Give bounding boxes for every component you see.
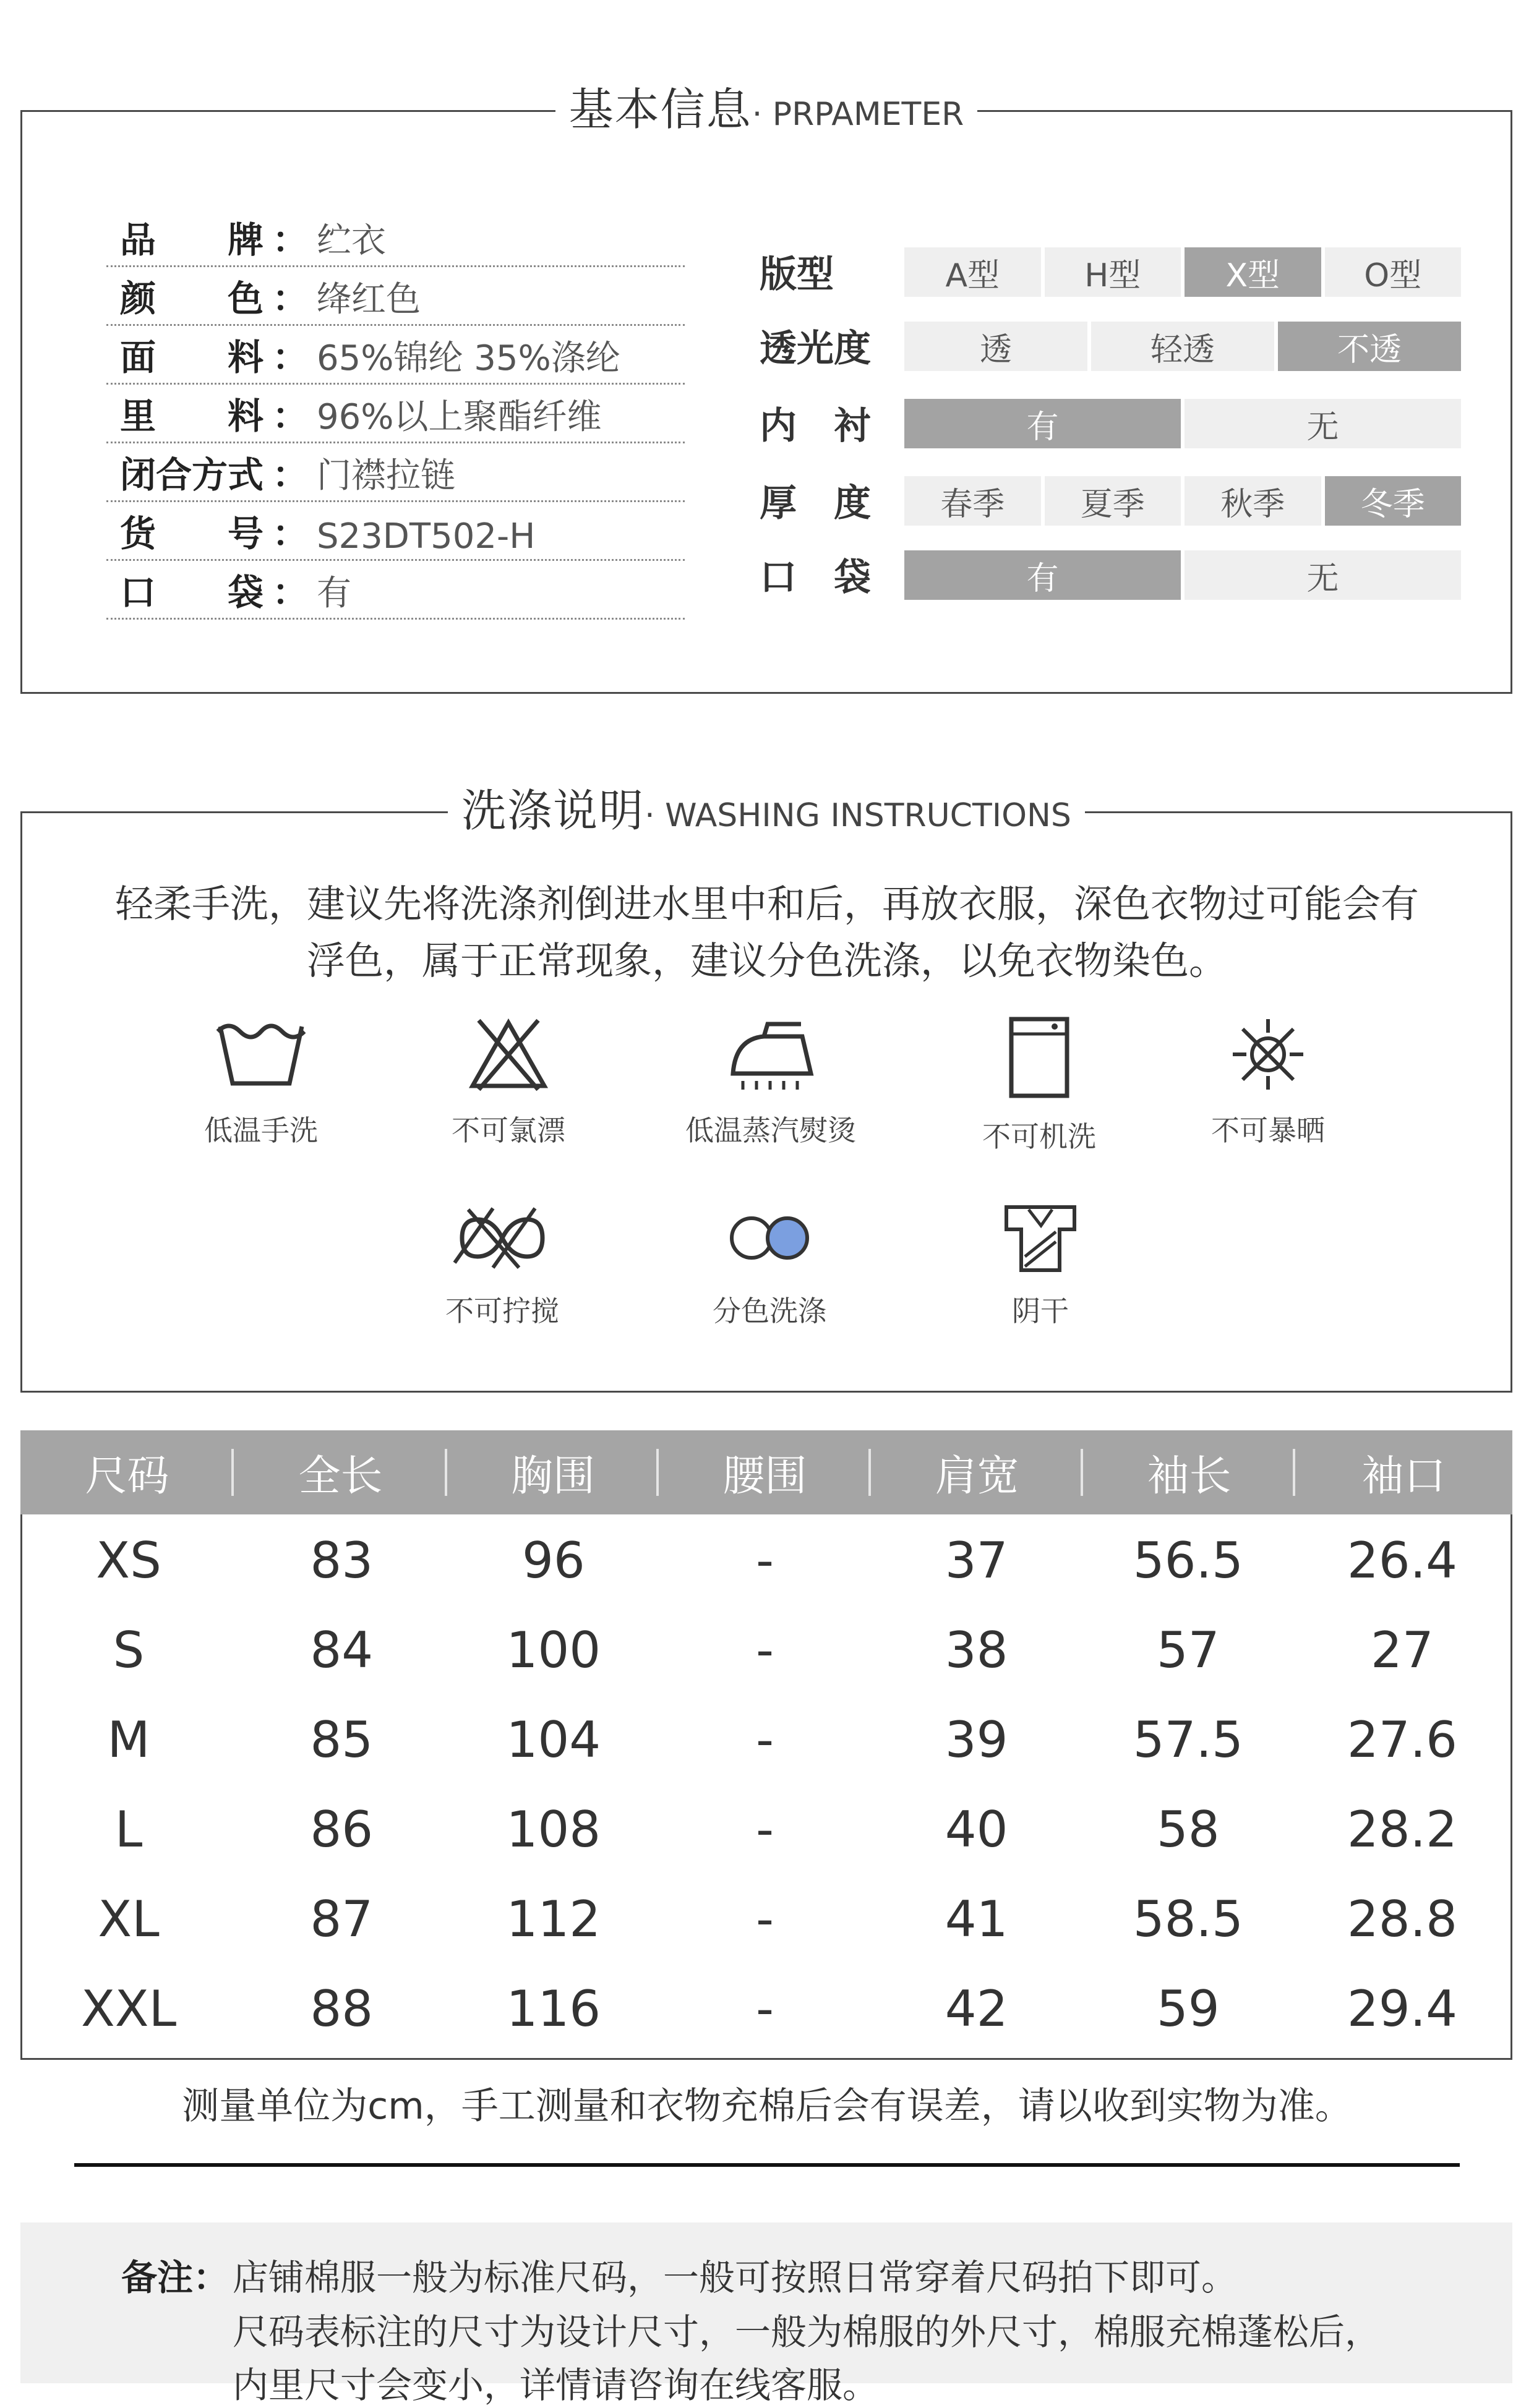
table-cell: 28.8 (1347, 1890, 1457, 1948)
attribute-option: 透 (904, 322, 1087, 371)
wash-symbol-shade-dry: 阴干 (911, 1201, 1170, 1330)
column-header-label: 袖口 (1361, 1451, 1446, 1501)
table-row (22, 1605, 1510, 1695)
table-cell: 37 (945, 1532, 1008, 1589)
table-cell: - (756, 1532, 774, 1589)
table-cell: 58 (1156, 1801, 1220, 1858)
table-cell: 39 (945, 1711, 1008, 1769)
washing-description: 轻柔手洗，建议先将洗涤剂倒进水里中和后，再放衣服，深色衣物过可能会有 浮色，属于正常现象，建议分色洗涤，以免衣物染色。 (114, 881, 1419, 983)
param-value: 96%以上聚酯纤维 (317, 397, 602, 437)
attribute-option: 冬季 (1325, 476, 1462, 526)
attribute-label: 内 衬 (760, 404, 871, 448)
table-cell: XL (98, 1890, 160, 1948)
attribute-label: 透光度 (760, 327, 871, 370)
column-header-label: 腰围 (722, 1451, 807, 1501)
table-cell: 96 (521, 1532, 585, 1589)
attribute-option: 有 (904, 550, 1181, 600)
table-cell: 108 (506, 1801, 601, 1858)
attribute-option: 轻透 (1091, 322, 1274, 371)
column-header (20, 1430, 234, 1514)
attribute-label: 口 袋 (760, 556, 871, 599)
remark-line-2: 尺码表标注的尺寸为设计尺寸，一般为棉服的外尺寸，棉服充棉蓬松后， (233, 2311, 1381, 2353)
table-cell: 58.5 (1133, 1890, 1243, 1948)
attribute-options (904, 399, 1461, 448)
param-value: 有 (317, 573, 351, 613)
table-cell: 57 (1156, 1621, 1220, 1679)
table-row (22, 1695, 1510, 1785)
table-cell: 86 (310, 1801, 374, 1858)
table-cell: 116 (506, 1980, 601, 2038)
separate-colors-icon (723, 1201, 816, 1275)
column-header (447, 1430, 659, 1514)
table-cell: 40 (945, 1801, 1008, 1858)
param-row (106, 210, 685, 267)
param-colon: ： (272, 513, 309, 555)
attribute-option: 无 (1185, 550, 1461, 600)
wash-symbol-separate-colors: 分色洗涤 (640, 1201, 899, 1330)
table-cell: 29.4 (1347, 1980, 1457, 2038)
param-row (106, 445, 685, 502)
remark-line-3: 内里尺寸会变小，详情请咨询在线客服。 (233, 2364, 879, 2406)
param-label: 面 料 (120, 336, 264, 378)
table-cell: 87 (310, 1890, 374, 1948)
column-header-label: 尺码 (85, 1451, 169, 1501)
wash-symbol-no-wring: 不可拧搅 (372, 1201, 632, 1330)
attribute-option: H型 (1045, 247, 1181, 297)
column-header (1083, 1430, 1295, 1514)
param-label: 闭合方式 (120, 454, 264, 496)
attribute-options (904, 247, 1461, 297)
param-label: 口 袋 (120, 571, 264, 613)
washing-title: 洗涤说明· WASHING INSTRUCTIONS (22, 781, 1510, 840)
param-label: 里 料 (120, 395, 264, 437)
param-colon: ： (272, 336, 309, 378)
table-cell: 26.4 (1347, 1532, 1457, 1589)
attribute-option: 无 (1185, 399, 1461, 448)
remark-label: 备注： (121, 2256, 229, 2299)
no-bleach-icon (465, 1014, 552, 1095)
table-cell: XXL (80, 1980, 177, 2038)
table-cell: L (114, 1801, 143, 1858)
table-cell: 100 (506, 1621, 601, 1679)
table-cell: 83 (310, 1532, 374, 1589)
table-cell: - (756, 1621, 774, 1679)
wash-symbol-no-bleach: 不可氯漂 (379, 1014, 638, 1149)
wash-symbol-hand-wash: 低温手洗 (131, 1014, 391, 1149)
param-value: 纻衣 (317, 221, 386, 261)
no-machine-wash-icon (1005, 1014, 1073, 1101)
wash-symbol-no-machine-wash: 不可机洗 (909, 1014, 1169, 1155)
column-header (1295, 1430, 1512, 1514)
table-cell: 104 (506, 1711, 601, 1769)
attribute-option: O型 (1325, 247, 1462, 297)
attribute-option: 夏季 (1045, 476, 1181, 526)
iron-icon (724, 1014, 817, 1095)
column-header-label: 全长 (298, 1451, 383, 1501)
table-cell: 41 (945, 1890, 1008, 1948)
param-colon: ： (272, 278, 309, 320)
table-cell: 38 (945, 1621, 1008, 1679)
table-cell: 59 (1156, 1980, 1220, 2038)
param-value: 绛红色 (317, 280, 421, 320)
size-table-header (20, 1430, 1512, 1514)
table-row (22, 1874, 1510, 1964)
table-cell: M (107, 1711, 150, 1769)
param-colon: ： (272, 395, 309, 437)
param-value: 门襟拉链 (317, 456, 455, 496)
attribute-option: 不透 (1278, 322, 1461, 371)
column-header (659, 1430, 871, 1514)
attribute-options (904, 322, 1461, 371)
attribute-option: 秋季 (1185, 476, 1321, 526)
param-row (106, 328, 685, 385)
table-cell: - (756, 1980, 774, 2038)
param-row (106, 504, 685, 561)
table-row (22, 1964, 1510, 2054)
basic-info-title: 基本信息· PRPAMETER (22, 80, 1510, 139)
attribute-option: X型 (1185, 247, 1321, 297)
column-header-label: 胸围 (510, 1451, 595, 1501)
param-colon: ： (272, 571, 309, 613)
table-cell: 112 (506, 1890, 601, 1948)
param-row (106, 563, 685, 620)
attribute-option: A型 (904, 247, 1041, 297)
param-value: S23DT502-H (317, 516, 536, 557)
param-value: 65%锦纶 35%涤纶 (317, 338, 620, 378)
table-cell: - (756, 1801, 774, 1858)
table-cell: 88 (310, 1980, 374, 2038)
attribute-options (904, 550, 1461, 600)
column-header (234, 1430, 447, 1514)
table-cell: - (756, 1890, 774, 1948)
table-cell: S (113, 1621, 145, 1679)
size-table-body (20, 1514, 1512, 2060)
param-label: 颜 色 (120, 278, 264, 320)
hand-wash-icon (212, 1014, 311, 1095)
wash-symbol-no-sun-dry: 不可暴晒 (1138, 1014, 1398, 1149)
measurement-footnote: 测量单位为cm，手工测量和衣物充棉后会有误差，请以收到实物为准。 (182, 2085, 1352, 2128)
table-cell: 57.5 (1133, 1711, 1243, 1769)
table-cell: - (756, 1711, 774, 1769)
remark-line-1: 店铺棉服一般为标准尺码，一般可按照日常穿着尺码拍下即可。 (233, 2256, 1238, 2299)
param-colon: ： (272, 454, 309, 496)
divider-rule (74, 2163, 1460, 2167)
attribute-label: 厚 度 (760, 482, 871, 525)
column-header (871, 1430, 1083, 1514)
no-sun-dry-icon (1228, 1014, 1308, 1095)
table-cell: 56.5 (1133, 1532, 1243, 1589)
table-cell: 85 (310, 1711, 374, 1769)
attribute-options (904, 476, 1461, 526)
shade-dry-icon (1000, 1201, 1081, 1275)
table-cell: 27.6 (1347, 1711, 1457, 1769)
table-cell: 84 (310, 1621, 374, 1679)
column-header-label: 袖长 (1147, 1451, 1232, 1501)
wash-symbol-iron: 低温蒸汽熨烫 (641, 1014, 901, 1149)
table-cell: XS (96, 1532, 161, 1589)
table-cell: 28.2 (1347, 1801, 1457, 1858)
table-row (22, 1785, 1510, 1874)
table-row (22, 1516, 1510, 1605)
no-wring-icon (450, 1201, 555, 1275)
attribute-label: 版型 (760, 253, 834, 296)
attribute-option: 有 (904, 399, 1181, 448)
param-label: 货 号 (120, 513, 264, 555)
param-colon: ： (272, 219, 309, 261)
param-label: 品 牌 (120, 219, 264, 261)
table-cell: 42 (945, 1980, 1008, 2038)
column-header-label: 肩宽 (935, 1451, 1019, 1501)
table-cell: 27 (1371, 1621, 1434, 1679)
param-row (106, 269, 685, 326)
param-row (106, 386, 685, 443)
attribute-option: 春季 (904, 476, 1041, 526)
